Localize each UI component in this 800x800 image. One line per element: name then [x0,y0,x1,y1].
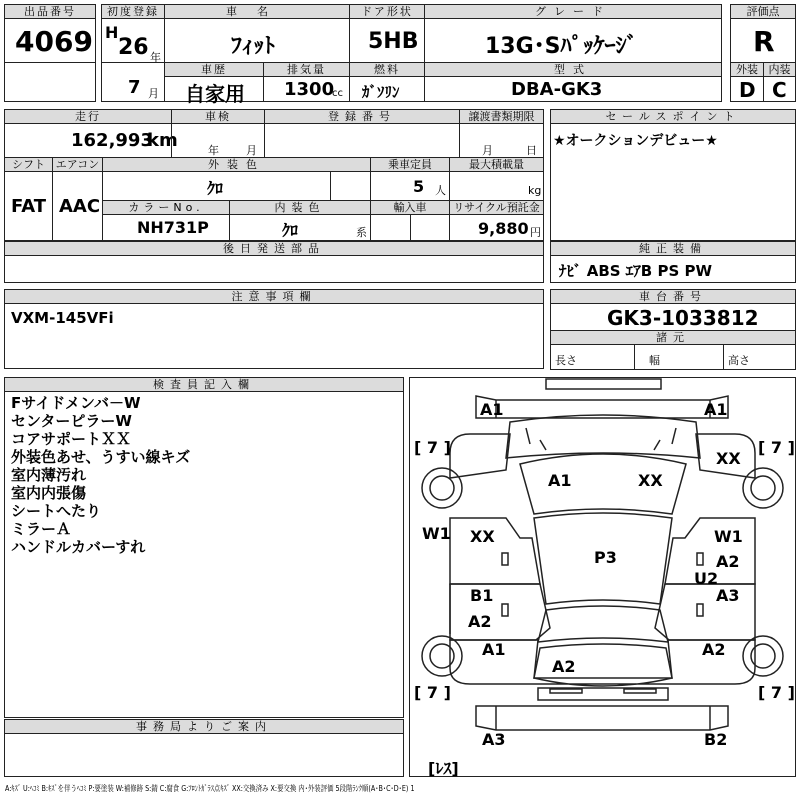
car-outline [410,378,795,776]
max-load-cell [449,171,544,201]
door-type-cell [349,18,425,63]
displacement-cell [263,76,350,102]
inspector-remarks-cell [4,391,404,718]
score-value: R [753,25,775,58]
height-label: 高さ [728,354,750,367]
damage-mark-left-quarter: A1 [482,640,506,659]
tire-tread-mark: [ 7 ] [758,683,795,702]
mileage-cell [4,123,178,158]
notes-value: VXM-145VFi [11,309,114,327]
history-cell [164,76,264,106]
fuel-label: 燃料 [349,62,425,77]
mileage-label: 走行 [4,109,172,124]
capacity-label: 乗車定員 [370,157,450,172]
recycle-deposit-label: リサイクル預託金 [449,200,544,215]
office-info-label: 事務局よりご案内 [4,719,404,734]
damage-mark-left-front-fender: W1 [422,524,451,543]
grade-label: グレード [424,4,722,19]
remark-line: 外装色あせ、うすい線キズ [11,448,191,466]
interior-color-cell [229,214,371,241]
damage-mark-front-left-corner: A1 [480,400,504,419]
inspection-month-unit: 月 [246,144,257,157]
transfer-deadline-label: 譲渡書類期限 [459,109,544,124]
first-registration-year: 26 [118,35,149,60]
equipment-cell [550,255,796,283]
fuel-value: ｶﾞｿﾘﾝ [362,83,400,101]
damage-mark-front-right-corner: A1 [704,400,728,419]
door-type-value: 5HB [368,29,419,54]
color-number-cell [102,214,230,241]
recycle-deposit-cell [449,214,544,241]
aircon-cell [52,171,103,241]
height-cell [723,344,796,370]
interior-color-suffix: 系 [356,226,367,239]
capacity-unit: 人 [435,184,446,197]
lot-number-label: 出品番号 [4,4,96,19]
damage-mark-left-rear-door-dent: B1 [470,586,494,605]
model-label: 型式 [424,62,722,77]
tire-tread-mark: [ 7 ] [758,438,795,457]
damage-mark-right-front-door: W1 [714,527,743,546]
width-cell [634,344,724,370]
aircon-label: エアコン [52,157,103,172]
rest-label: [ﾚｽ] [428,759,459,778]
max-load-label: 最大積載量 [449,157,544,172]
registration-number-cell [264,123,460,158]
damage-mark-right-pillar: U2 [694,569,719,588]
capacity-cell [370,171,450,201]
notes-cell [4,303,544,369]
color-number-value: NH731P [137,218,209,237]
door-type-label: ドア形状 [349,4,425,19]
chassis-number-value: GK3-1033812 [607,306,759,330]
era-letter: H [105,23,119,42]
lot-number-cell [4,18,96,63]
exterior-color-value: ｸﾛ [207,179,224,198]
chassis-number-label: 車台番号 [550,289,796,304]
damage-legend-text: A:ｷｽﾞ U:ﾍｺﾐ B:ｷｽﾞを伴うﾍｺﾐ P:要塗装 W:補修跡 S:錆 C:腐食 G:ﾌﾛﾝﾄｶﾞﾗｽ点ｷｽﾞ XX:交換済み X:要交換 内･外装評価 5段階ﾗﾝｸ順(A･B･C･D･E) 1 [5,784,415,793]
year-unit: 年 [150,51,161,64]
exterior-label: 外装 [730,62,764,77]
damage-mark-hood-right: XX [638,471,663,490]
inspector-remarks-label: 検査員記入欄 [4,377,404,392]
model-cell [424,76,722,102]
fuel-cell [349,76,425,102]
grade-value: 13G･Sﾊﾟｯｹｰｼﾞ [485,34,638,59]
recycle-deposit-unit: 円 [530,226,541,239]
inspection-cell [171,123,265,158]
capacity-value: 5 [413,177,425,196]
first-registration-month: 7 [128,77,141,98]
interior-value: C [772,78,787,102]
color-number-label: カラーNo. [102,200,230,215]
sales-point-label: セールスポイント [550,109,796,124]
remark-line: ハンドルカバーすれ [11,538,146,556]
displacement-value: 1300 [284,79,335,100]
lot-number-value: 4069 [15,25,93,58]
width-label: 幅 [649,354,660,367]
remark-line: Fサイドメンバ－W [11,394,141,412]
max-load-unit: kg [528,184,542,197]
transfer-day-unit: 日 [526,144,537,157]
first-registration-month-cell [101,62,165,102]
tire-tread-mark: [ 7 ] [414,438,451,457]
interior-color-label: 内装色 [229,200,371,215]
shift-label: シフト [4,157,53,172]
damage-mark-right-quarter: A2 [702,640,726,659]
displacement-unit: cc [332,88,343,99]
registration-number-label: 登録番号 [264,109,460,124]
equipment-label: 純正装備 [550,241,796,256]
month-unit: 月 [148,87,159,100]
office-info-cell [4,733,404,777]
remark-line: 室内薄汚れ [11,466,87,484]
remark-line: シートへたり [11,502,102,520]
damage-mark-hood-left: A1 [548,471,572,490]
damage-mark-roof: P3 [594,548,617,567]
damage-legend [5,783,517,794]
later-parts-cell [4,255,544,283]
damage-diagram [409,377,796,777]
chassis-number-cell [550,303,796,331]
length-label: 長さ [555,354,577,367]
import-cell-left [370,214,411,241]
length-cell [550,344,635,370]
tire-tread-mark: [ 7 ] [414,683,451,702]
history-label: 車歴 [164,62,264,77]
score-cell [730,18,796,63]
damage-mark-rear-left: A3 [482,730,506,749]
remark-line: ミラーＡ [11,520,72,538]
first-registration-label: 初度登録 [101,4,165,19]
first-registration-cell [101,18,165,63]
car-name-value: ﾌｨｯﾄ [231,34,276,59]
damage-mark-left-front-door: XX [470,527,495,546]
damage-mark-trunk: A2 [552,657,576,676]
displacement-label: 排気量 [263,62,350,77]
mileage-value: 162,993 [71,130,153,151]
interior-cell [763,76,796,102]
specs-label: 諸元 [550,330,796,345]
transfer-month-unit: 月 [482,144,493,157]
car-name-cell [164,18,350,63]
mileage-unit: km [147,130,178,151]
interior-color-value: ｸﾛ [282,221,299,240]
import-label: 輸入車 [370,200,450,215]
score-label: 評価点 [730,4,796,19]
inspection-label: 車検 [171,109,265,124]
exterior-value: D [739,78,756,102]
inspection-year-unit: 年 [208,144,219,157]
notes-label: 注意事項欄 [4,289,544,304]
equipment-value: ﾅﾋﾞ ABS ｴｱB PS PW [559,262,713,280]
sales-point-cell [550,123,796,241]
aircon-value: AAC [59,196,101,217]
grade-cell [424,18,722,63]
exterior-cell [730,76,764,102]
interior-label: 内装 [763,62,796,77]
exterior-color-label: 外装色 [102,157,371,172]
shift-cell [4,171,53,241]
damage-mark-rear-right: B2 [704,730,728,749]
model-value: DBA-GK3 [511,79,603,100]
exterior-color-cell [102,171,331,201]
import-cell-right [410,214,450,241]
shift-value: FAT [11,196,47,217]
damage-mark-right-rear-door: A3 [716,586,740,605]
transfer-deadline-cell [459,123,544,158]
damage-mark-right-front-fender: XX [716,449,741,468]
damage-mark-left-rear-door-scratch: A2 [468,612,492,631]
damage-mark-right-front-door-scratch: A2 [716,552,740,571]
exterior-color-blank [330,171,371,201]
remark-line: 室内内張傷 [11,484,87,502]
lot-blank-cell [4,62,96,102]
remark-line: センターピラーW [11,412,132,430]
remark-line: コアサポートＸＸ [11,430,132,448]
car-name-label: 車名 [164,4,350,19]
recycle-deposit-value: 9,880 [478,219,529,238]
later-parts-label: 後日発送部品 [4,241,544,256]
history-value: 自家用 [185,82,245,106]
sales-point-value: ★オークションデビュー★ [553,133,718,149]
